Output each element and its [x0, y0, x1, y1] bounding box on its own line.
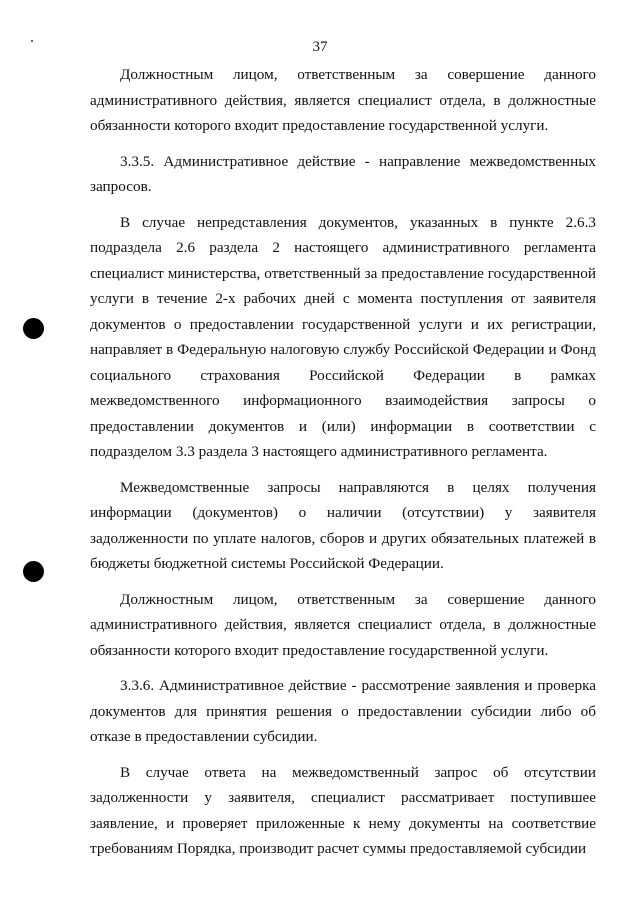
- paragraph-responsible-official: Должностным лицом, ответственным за совершение данного административного действия, является специалист отдела, в должностные обязанности которого входит предоставление государственной услуги.: [90, 66, 596, 134]
- paragraph-interagency-requests: В случае непредставления документов, указанных в пункте 2.6.3 подраздела 2.6 раздела 2 настоящего административного регламента специалист министерства, ответственный за предоставление государственной услуги в течение 2-х рабочих дней с момента поступления от заявителя документов о предоставлении государственной услуги и их регистрации, направляет в Федеральную налоговую службу Российской Федерации и Фонд социального страхования Российской Федерации в рамках межведомственного информационного взаимодействия запросы о предоставлении документов и (или) информации в соответствии с подразделом 3.3 раздела 3 настоящего административного регламента.: [90, 213, 596, 460]
- paragraph-responsible-official: Должностным лицом, ответственным за совершение данного административного действия, является специалист отдела, в должностные обязанности которого входит предоставление государственной услуги.: [90, 590, 596, 659]
- punch-hole-mark: [23, 318, 44, 339]
- document-body: [90, 62, 596, 872]
- paragraph-request-purpose: Межведомственные запросы направляются в целях получения информации (документов) о наличии (отсутствии) у заявителя задолженности по уплате налогов, сборов и других обязательных платежей в бюджеты бюджетной системы Российской Федерации.: [90, 478, 596, 572]
- section-heading-3-3-5: 3.3.5. Административное действие - направление межведомственных запросов.: [90, 152, 596, 195]
- section-heading-3-3-6: 3.3.6. Административное действие - рассмотрение заявления и проверка документов для принятия решения о предоставлении субсидии либо об отказе в предоставлении субсидии.: [90, 677, 596, 745]
- paragraph-application-review: В случае ответа на межведомственный запрос об отсутствии задолженности у заявителя, специалист рассматривает поступившее заявление, и проверяет приложенные к нему документы на соответствие требованиям Порядка, производит расчет суммы предоставляемой субсидии: [90, 763, 596, 857]
- punch-hole-mark: [23, 561, 44, 582]
- page-number: 37: [312, 39, 328, 55]
